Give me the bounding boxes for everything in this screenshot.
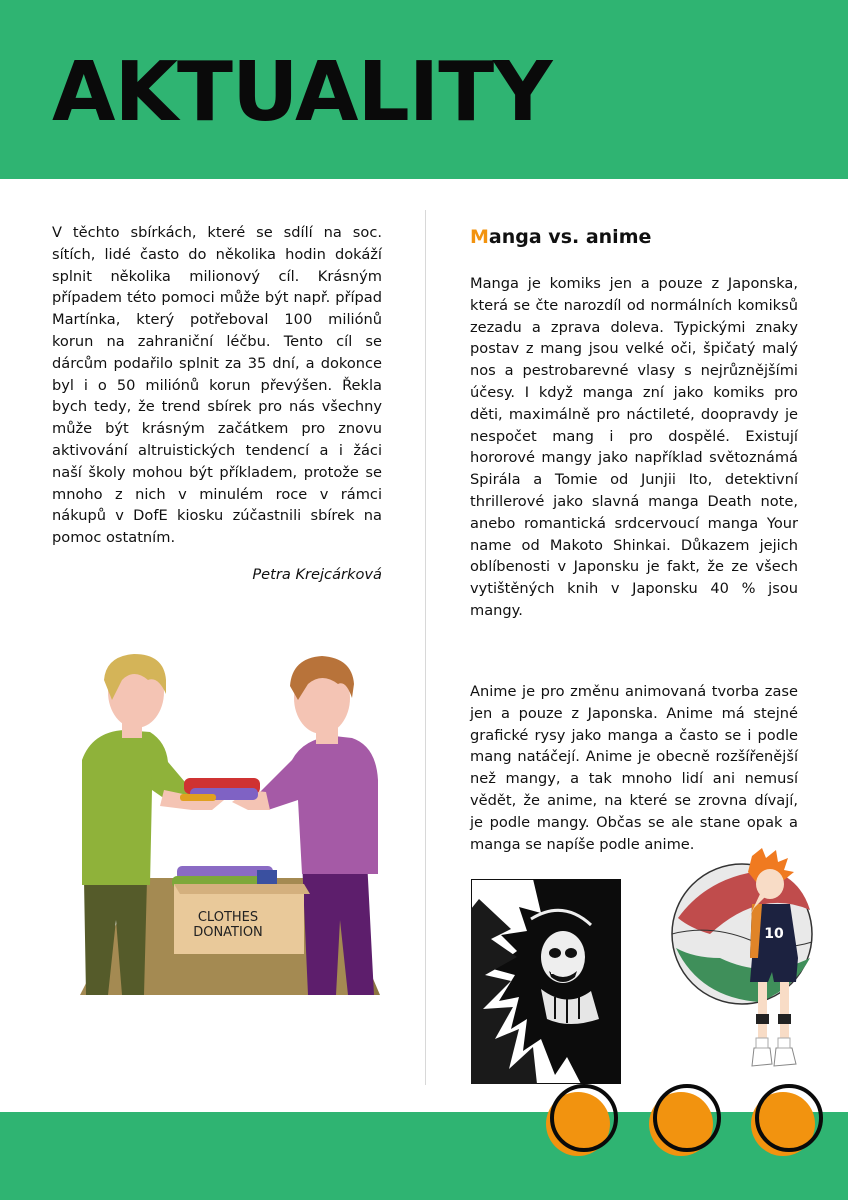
decorative-circle-1 [540,1082,620,1162]
death-note-image [471,879,621,1084]
clothes-donation-illustration [52,650,382,1005]
article-paragraph-2: Anime je pro změnu animovaná tvorba zase jen a pouze z Japonska. Anime má stejné grafické rysy jako manga a často se i podle mang natáčejí. Anime je obecně rozšířenější než mangy, a tak mnoho lidí ani nemusí vědět, že anime, na které se zrovna dívají, je podle mangy. Občas se ale stane opak a manga se napíše podle anime. [470,683,798,853]
left-article-body: V těchto sbírkách, které se sdílí na soc. sítích, lidé často do několika hodin dokáží splnit několika milionový cíl. Krásným případem této pomoci může být např. případ Martínka, který potřeboval 100 miliónů korun na zahraniční léčbu. Tento cíl se dárcům podařilo splnit za 35 dní, a dokonce byl i o 50 miliónů korun převýšen. Řekla bych tedy, že trend sbírek pro nás všechny může být krásným začátkem pro znovu aktivování altruistických tendencí a i žáci naší školy mohou být příkladem, protože se mnoho z nich v minulém roce v rámci nákupů v DofE kiosku zúčastnili sbírek na pomoc ostatním. [52,224,382,547]
header-band [0,0,848,179]
article-title-rest: anga vs. anime [488,226,652,248]
author-signature: Petra Krejcárková [252,566,382,583]
box-label-line1: CLOTHES [197,910,259,925]
column-divider [425,210,426,1085]
article-title-initial: M [470,226,489,248]
jersey-number: 10 [764,926,784,942]
article-paragraph-1: Manga je komiks jen a pouze z Japonska, která se čte narozdíl od normálních komiksů zezadu a zprava doleva. Typickými znaky postav z mang jsou velké oči, špičatý malý nos a pestrobarevné vlasy s nejrůznějšími účesy. I když manga zní jako komiks pro děti, maximálně pro náctileté, doopravdy je nespočet mang i pro dospělé. Existují hororové mangy jako například světoznámá Spirála a Tomie od Junjii Ito, detektivní thrillerové jako slavná manga Death note, anebo romantická srdcervoucí manga Your name od Makoto Shinkai. Důkazem jejich oblíbenosti v Japonsku je fakt, že ze všech vytištěných knih v Japonsku 40 % jsou mangy. [470,275,798,619]
box-label-line2: DONATION [193,925,263,940]
decorative-circle-3 [745,1082,825,1162]
page-title: AKTUALITY [52,45,552,140]
person-right-shirt [252,736,378,874]
article-title [470,226,651,248]
volleyball-anime-character [670,848,830,1078]
decorative-circle-2 [643,1082,723,1162]
